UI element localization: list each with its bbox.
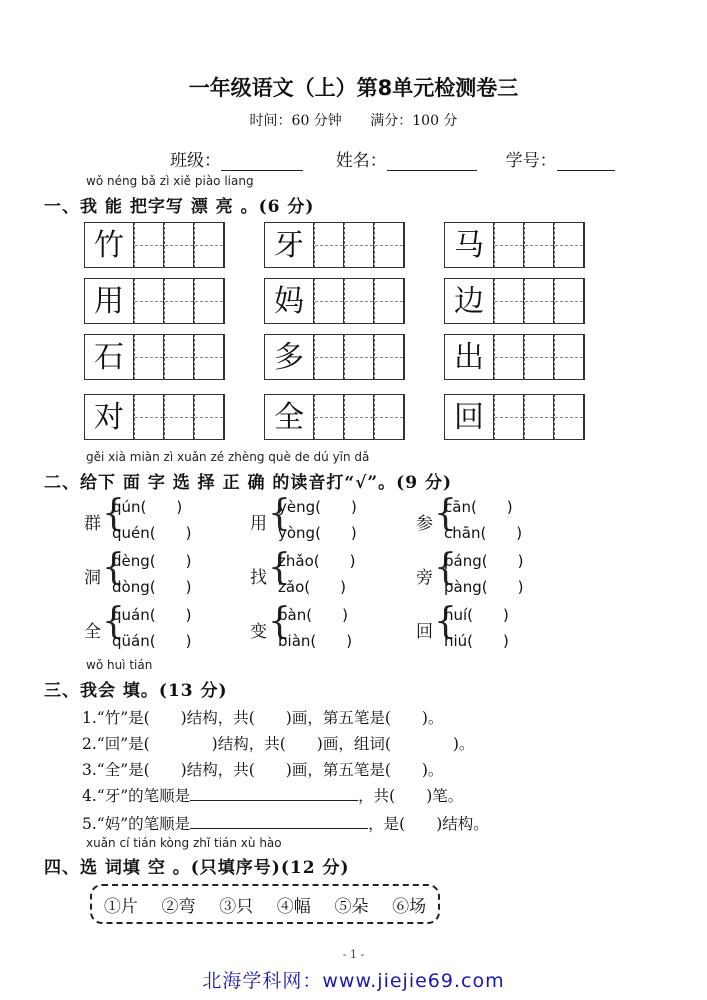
stroke-order-blank[interactable]	[190, 786, 358, 801]
name-blank[interactable]	[387, 152, 477, 171]
time-limit: 时间：60 分钟	[249, 113, 342, 129]
question-4-suffix: ，共( )笔。	[358, 787, 464, 805]
word-option: ⑤朵	[334, 896, 369, 917]
pinyin-option[interactable]: zǎo( )	[278, 578, 346, 596]
pinyin-option[interactable]: dèng( )	[112, 552, 192, 570]
section2-pinyin: gěi xià miàn zì xuǎn zé zhèng què de dú yīn dǎ	[86, 450, 370, 464]
section4-heading: 四、选 词填 空 。(只填序号)(12 分)	[44, 858, 350, 878]
writing-grid-1	[84, 222, 225, 268]
pinyin-option[interactable]: yèng( )	[278, 498, 357, 516]
reading-char: 洞	[84, 568, 101, 588]
brace: {	[102, 547, 125, 588]
class-label: 班级：	[170, 151, 221, 171]
grid-char: 竹	[84, 222, 134, 268]
question-4-prefix: 4.“牙”的笔顺是	[82, 787, 191, 805]
section1-pinyin: wǒ néng bǎ zì xiě piào liang	[86, 174, 254, 188]
brace: {	[268, 547, 291, 588]
word-option: ①片	[103, 896, 138, 917]
section2-heading: 二、给下 面 字 选 择 正 确 的读音打“√”。(9 分)	[44, 473, 452, 493]
question-1: 1.“竹”是( )结构，共( )画，第五笔是( )。	[82, 709, 444, 727]
full-score: 满分：100 分	[370, 113, 458, 129]
reading-char: 参	[416, 514, 433, 534]
section4-pinyin: xuǎn cí tián kòng zhǐ tián xù hào	[86, 836, 282, 850]
grid-char: 回	[444, 394, 494, 440]
grid-char: 边	[444, 278, 494, 324]
grid-char: 对	[84, 394, 134, 440]
writing-grid-4	[84, 278, 225, 324]
pinyin-option[interactable]: cān( )	[444, 498, 513, 516]
reading-char: 回	[416, 622, 433, 642]
subtitle	[0, 110, 707, 130]
stroke-order-blank[interactable]	[190, 814, 368, 829]
pinyin-option[interactable]: quén( )	[112, 524, 192, 542]
writing-grid-5	[264, 278, 405, 324]
reading-char: 旁	[416, 568, 433, 588]
question-5-prefix: 5.“妈”的笔顺是	[82, 815, 191, 833]
writing-grid-10	[84, 394, 225, 440]
number-blank[interactable]	[557, 152, 615, 171]
footer-watermark[interactable]: 北海学科网：www.jiejie69.com	[202, 970, 505, 992]
brace: {	[102, 601, 125, 642]
question-5-suffix: ，是( )结构。	[368, 815, 489, 833]
brace: {	[268, 493, 291, 534]
page-title: 一年级语文（上）第8单元检测卷三	[188, 76, 519, 100]
grid-char: 妈	[264, 278, 314, 324]
grid-char: 用	[84, 278, 134, 324]
reading-char: 全	[84, 622, 101, 642]
question-5	[82, 812, 489, 834]
pinyin-option[interactable]: dòng( )	[112, 578, 192, 596]
word-option: ③只	[219, 896, 254, 917]
pinyin-option[interactable]: qún( )	[112, 498, 183, 516]
pinyin-option[interactable]: quán( )	[112, 606, 192, 624]
word-option: ⑥场	[392, 896, 427, 917]
grid-char: 牙	[264, 222, 314, 268]
writing-grid-6	[444, 278, 585, 324]
writing-grid-3	[444, 222, 585, 268]
grid-char: 石	[84, 334, 134, 380]
brace: {	[434, 493, 457, 534]
grid-char: 马	[444, 222, 494, 268]
writing-grid-7	[84, 334, 225, 380]
reading-char: 用	[250, 514, 267, 534]
writing-grid-12	[444, 394, 585, 440]
section1-heading: 一、我 能 把字写 漂 亮 。(6 分)	[44, 197, 315, 217]
question-3: 3.“全”是( )结构，共( )画，第五笔是( )。	[82, 761, 444, 779]
word-option: ②弯	[161, 896, 196, 917]
number-label: 学号：	[505, 151, 557, 171]
pinyin-option[interactable]: biàn( )	[278, 632, 353, 650]
word-option: ④幅	[276, 896, 311, 917]
grid-char: 全	[264, 394, 314, 440]
question-4	[82, 784, 463, 806]
word-bank	[90, 884, 440, 924]
brace: {	[102, 493, 125, 534]
brace: {	[434, 601, 457, 642]
grid-char: 出	[444, 334, 494, 380]
reading-char: 变	[250, 622, 267, 642]
writing-grid-9	[444, 334, 585, 380]
writing-grid-11	[264, 394, 405, 440]
pinyin-option[interactable]: huí( )	[444, 606, 509, 624]
brace: {	[268, 601, 291, 642]
grid-char: 多	[264, 334, 314, 380]
pinyin-option[interactable]: qüán( )	[112, 632, 192, 650]
writing-grid-8	[264, 334, 405, 380]
section3-heading: 三、我会 填。(13 分)	[44, 681, 228, 701]
page-number: - 1 -	[342, 948, 365, 961]
pinyin-option[interactable]: pàng( )	[444, 578, 524, 596]
pinyin-option[interactable]: hiú( )	[444, 632, 509, 650]
pinyin-option[interactable]: páng( )	[444, 552, 524, 570]
pinyin-option[interactable]: zhǎo( )	[278, 552, 356, 570]
student-info	[170, 146, 615, 171]
class-blank[interactable]	[221, 152, 303, 171]
reading-char: 找	[250, 568, 267, 588]
section3-pinyin: wǒ huì tián	[86, 658, 153, 672]
name-label: 姓名：	[335, 151, 387, 171]
pinyin-option[interactable]: chān( )	[444, 524, 523, 542]
pinyin-option[interactable]: bàn( )	[278, 606, 348, 624]
writing-grid-2	[264, 222, 405, 268]
question-2: 2.“回”是( )结构，共( )画，组词( )。	[82, 735, 475, 753]
brace: {	[434, 547, 457, 588]
pinyin-option[interactable]: yòng( )	[278, 524, 357, 542]
reading-char: 群	[84, 514, 101, 534]
